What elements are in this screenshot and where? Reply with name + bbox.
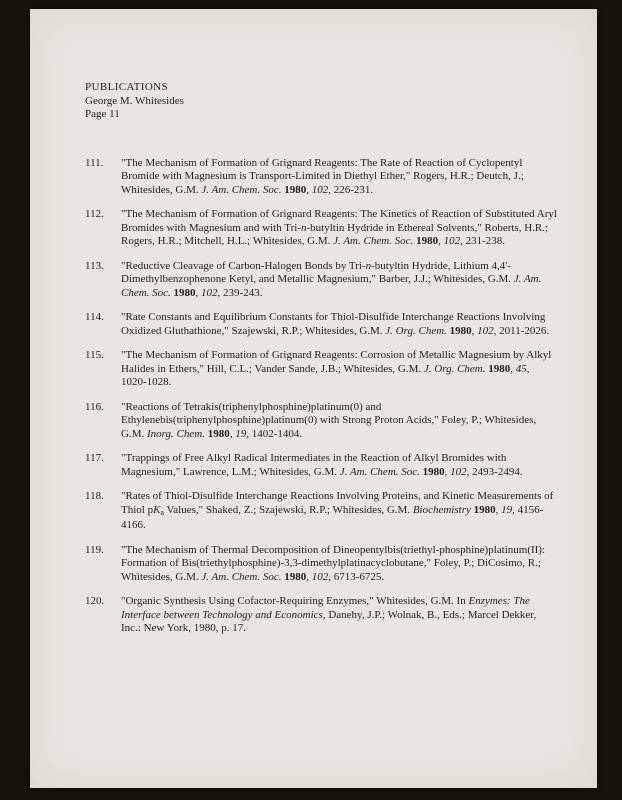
scanned-page — [30, 9, 597, 788]
publication-entry — [85, 349, 557, 390]
publication-entry — [85, 595, 557, 636]
entry-number: 114. — [85, 311, 104, 323]
entry-number: 116. — [85, 400, 104, 413]
publication-entry — [85, 208, 557, 249]
publication-entry — [85, 260, 557, 301]
entry-number: 119. — [85, 543, 104, 556]
publication-entry — [85, 490, 557, 533]
publication-list — [85, 157, 557, 636]
entry-number: 113. — [85, 259, 104, 272]
entry-number: 118. — [85, 490, 104, 502]
entry-text: "Rate Constants and Equilibrium Constants for Thiol-Disulfide Interchange Reactions Involving Oxidized Gluthathione," Szajewski, R.P.; Whitesides, G.M. J. Org. Chem. 1980, 102, 2011-2026. — [121, 311, 550, 337]
publication-entry — [85, 544, 557, 585]
entry-text: "The Mechanism of Formation of Grignard Reagents: The Kinetics of Reaction of Substituted Aryl Bromides with Magnesium and with Tri-n-butyltin Hydride in Ethereal Solvents," Roberts, H.R.; Rogers, H.R.; Mitchell, H.L.; Whitesides, G.M. J. Am. Chem. Soc. 1980, 102, 231-238. — [121, 208, 557, 247]
publication-entry — [85, 311, 557, 338]
entry-text: "Trappings of Free Alkyl Radical Intermediates in the Reaction of Alkyl Bromides with Magnesium," Lawrence, L.M.; Whitesides, G.M. J. Am. Chem. Soc. 1980, 102, 2493-2494. — [121, 452, 523, 478]
publication-entry — [85, 157, 557, 198]
entry-text: "Reductive Cleavage of Carbon-Halogen Bonds by Tri-n-butyltin Hydride, Lithium 4,4'-Dimethylbenzophenone Ketyl, and Metallic Magnesium," Barber, J.J.; Whitesides, G.M. J. Am. Chem. Soc. 1980, 102, 239-243. — [121, 259, 542, 299]
header-page-number: Page 11 — [85, 108, 120, 120]
entry-text: "The Mechanism of Formation of Grignard Reagents: Corrosion of Metallic Magnesium by Alkyl Halides in Ethers," Hill, C.L.; Vander Sande, J.B.; Whitesides, G.M. J. Org. Chem. 1980, 45, 1020-1028. — [121, 349, 552, 388]
publication-entry — [85, 452, 557, 479]
entry-number: 120. — [85, 595, 105, 607]
entry-text: "Organic Synthesis Using Cofactor-Requiring Enzymes," Whitesides, G.M. In Enzymes: The Interface between Technology and Economics, Danehy, J.P.; Wolnak, B., Eds.; Marcel Dekker, Inc.: New York, 1980, p. 17. — [121, 595, 537, 634]
entry-number: 115. — [85, 349, 104, 361]
entry-number: 117. — [85, 452, 104, 464]
page-header — [85, 81, 557, 122]
header-author-name: George M. Whitesides — [85, 94, 184, 107]
entry-text: "The Mechanism of Thermal Decomposition of Dineopentylbis(triethyl-phosphine)platinum(II): Formation of Bis(triethylphosphine)-3,3-dimethylplatinacyclobutane," Foley, P.; DiCosimo, R.; Whitesides, G.M. J. Am. Chem. Soc. 1980, 102, 6713-6725. — [121, 543, 546, 583]
entry-number: 112. — [85, 208, 104, 220]
header-publications-title: PUBLICATIONS — [85, 81, 169, 93]
entry-number: 111. — [85, 156, 104, 169]
entry-text: "The Mechanism of Formation of Grignard Reagents: The Rate of Reaction of Cyclopentyl Bromide with Magnesium is Transport-Limited in Diethyl Ether," Rogers, H.R.; Deutch, J.; Whitesides, G.M. J. Am. Chem. Soc. 1980, 102, 226-231. — [121, 156, 524, 196]
entry-text: "Rates of Thiol-Disulfide Interchange Reactions Involving Proteins, and Kinetic Measurements of Thiol $pK_a$ Values," Shaked, Z.; Szajewski, R.P.; Whitesides, G.M. Biochemistry 1980, 19, 4156-4166. — [121, 490, 554, 531]
entry-text: "Reactions of Tetrakis(triphenylphosphine)platinum(0) and Ethylenebis(triphenylphosphine)platinum(0) with Strong Proton Acids," Foley, P.; Whitesides, G.M. Inorg. Chem. 1980, 19, 1402-1404. — [121, 400, 537, 440]
publication-entry — [85, 401, 557, 442]
